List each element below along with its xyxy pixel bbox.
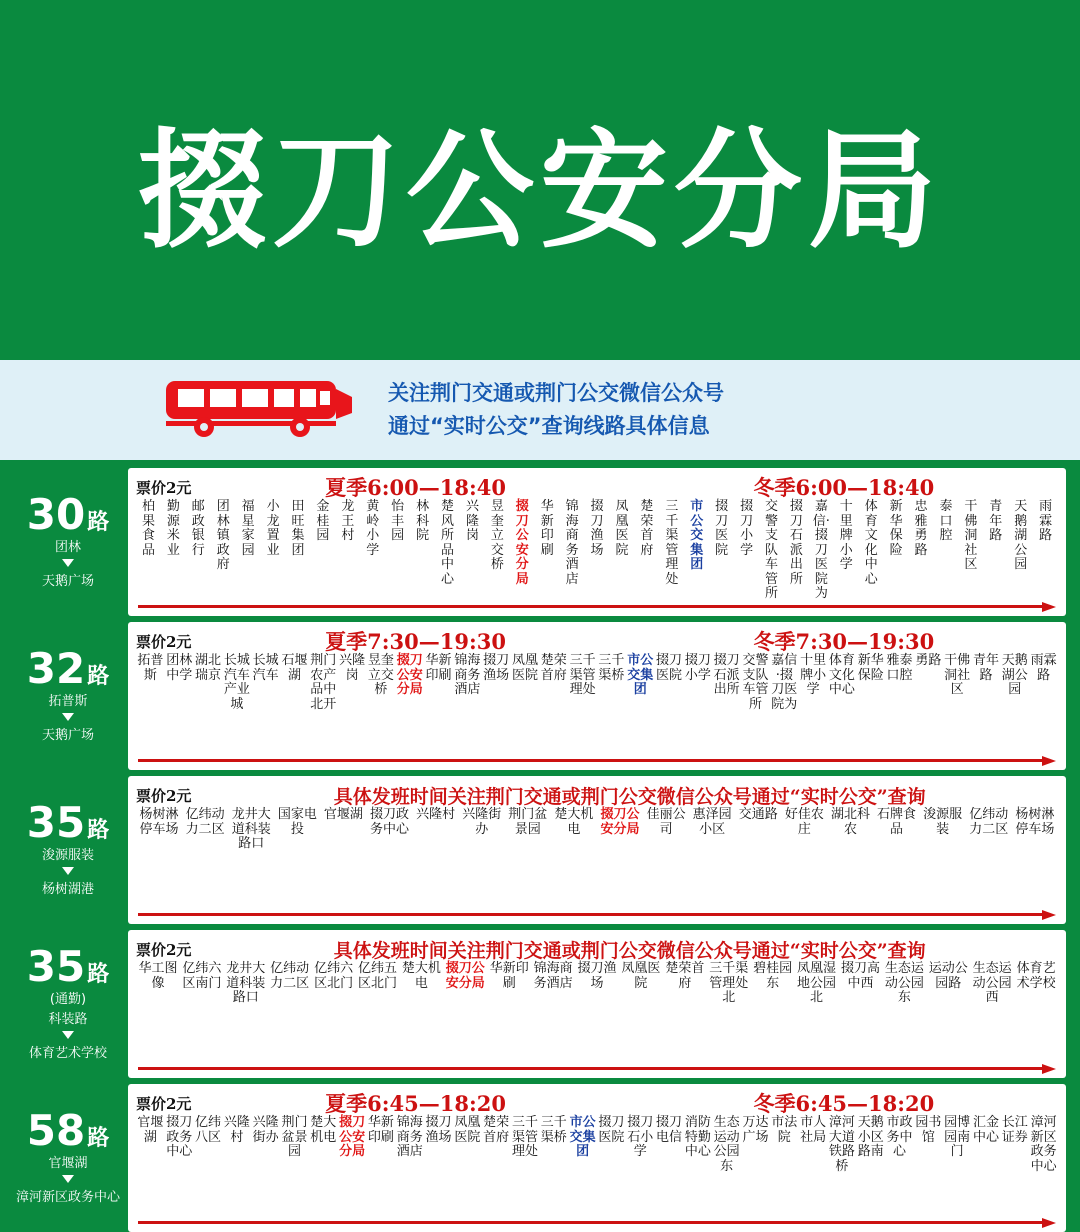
route-stop[interactable]: 掇刀渔场 [577,961,617,991]
route-stop[interactable]: 兴隆岗 [339,653,366,683]
route-number-value: 32 [26,643,86,693]
route-line-arrow-icon [138,602,1056,610]
route-sub-note: (通勤) [49,991,87,1007]
route-stop[interactable]: 汇金中心 [972,1115,999,1145]
route-stop[interactable]: 雨霖路 [1030,653,1057,683]
route-schedule-note: 具体发班时间关注荆门交通或荆门公交微信公众号通过“实时公交”查询 [333,785,926,808]
route-destination: 漳河新区政务中心 [15,1190,120,1205]
route-origin: 浚源服装 [41,847,94,863]
route-stops-wrap [136,1116,1058,1228]
route-detail [128,930,1066,1078]
route-number-unit: 路 [87,509,110,535]
route-stop[interactable]: 十里牌小学 [839,499,853,573]
route-stop[interactable]: 嘉信·掇刀医院为 [812,499,830,602]
route-stop[interactable]: 市公交集团 [690,499,704,573]
route-stop[interactable]: 长城汽车产业城 [223,653,250,712]
route-stop[interactable]: 掇刀公安分局 [445,961,485,991]
route-direction-arrow-icon [62,559,74,567]
route-number-value: 35 [26,941,86,991]
route-fare: 票价2元 [136,1094,192,1113]
route-stop[interactable]: 市人社局 [800,1115,827,1145]
route-stop[interactable]: 体育文化中心 [864,499,878,587]
route-stop[interactable]: 石堰湖 [281,653,308,683]
route-stop[interactable]: 杨树淋停车场 [139,807,179,837]
route-stop[interactable]: 兴隆岗 [465,499,479,544]
route-number [26,1105,110,1155]
route-stop[interactable]: 柏果食品 [141,499,155,558]
route-stop[interactable]: 楚荣首府 [665,961,705,991]
route-stops-wrap [136,654,1058,766]
route-stop[interactable]: 荆门盆景园 [281,1115,308,1160]
route-identity [8,776,128,924]
route-stop[interactable]: 青年路 [972,653,999,683]
route-stop[interactable]: 兴隆村 [223,1115,250,1145]
route-stop[interactable]: 惠泽园小区 [692,807,732,837]
route-stop[interactable]: 体育文化中心 [828,653,855,698]
route-row [0,930,1080,1078]
route-direction-arrow-icon [62,713,74,721]
route-stops-wrap [136,962,1058,1074]
route-stop[interactable]: 团林镇政府 [216,499,230,573]
route-number-value: 58 [26,1105,86,1155]
route-stop[interactable]: 兴隆村 [416,807,456,822]
route-stop[interactable]: 交警支队车管所 [765,499,779,602]
route-stop[interactable]: 湖北瑞京 [195,653,222,683]
route-stop[interactable]: 干佛洞社区 [944,653,971,698]
route-schedule-line [136,782,1058,808]
route-stop[interactable]: 天鹅小区路南 [857,1115,884,1160]
route-stop[interactable]: 金桂园 [316,499,330,544]
route-stop[interactable]: 国家电投 [277,807,317,837]
route-stop[interactable]: 锦海商务酒店 [565,499,579,587]
route-stop[interactable]: 亿纬八区 [195,1115,222,1145]
route-stop[interactable]: 楚大机电 [310,1115,337,1145]
route-row [0,776,1080,924]
route-stop[interactable]: 凤凰医院 [454,1115,481,1145]
route-identity [8,468,128,616]
route-stop[interactable]: 市公交集团 [569,1115,596,1160]
route-stop[interactable]: 凤凰医院 [615,499,629,558]
route-stop[interactable]: 团林中学 [166,653,193,683]
route-stop[interactable]: 锦海商务酒店 [454,653,481,698]
route-number [26,797,110,847]
route-stops [136,654,1058,722]
route-stop[interactable]: 兴隆街办 [462,807,502,837]
route-stop[interactable]: 万达广场 [742,1115,769,1145]
route-stop[interactable]: 龙王村 [341,499,355,544]
route-number-unit: 路 [87,817,110,843]
route-line-arrow-icon [138,756,1056,764]
route-stop[interactable]: 掇刀公安分局 [396,653,423,698]
route-stop[interactable]: 交警支队车管所 [742,653,769,712]
route-stop[interactable]: 邮政银行 [191,499,205,558]
route-origin: 科装路 [48,1011,88,1027]
route-stop[interactable]: 楚荣首府 [540,653,567,683]
route-stop[interactable]: 生态运动公园东 [884,961,924,1006]
route-destination: 杨树湖港 [41,882,94,897]
route-stop[interactable]: 拓普斯 [137,653,164,683]
route-stop[interactable]: 漳河大道铁路桥 [828,1115,855,1174]
route-stop[interactable]: 浚源服装 [923,807,963,837]
route-stop[interactable]: 掇刀公安分局 [600,807,640,837]
route-schedule-line [136,474,1058,500]
route-stop[interactable]: 石牌食品 [877,807,917,837]
route-stop[interactable]: 掇刀医院 [656,653,683,683]
route-number [26,489,110,539]
route-stop[interactable]: 楚大机电 [554,807,594,837]
route-stop[interactable]: 楚大机电 [401,961,441,991]
route-line-arrow-icon [138,1064,1056,1072]
route-stop[interactable]: 华新印刷 [367,1115,394,1145]
route-stop[interactable]: 兴隆街办 [252,1115,279,1145]
route-direction-arrow-icon [62,1031,74,1039]
route-stop[interactable]: 好佳农庄 [784,807,824,837]
route-stop[interactable]: 华新印刷 [425,653,452,683]
route-stop[interactable]: 锦海商务酒店 [533,961,573,991]
route-stop[interactable]: 天鹅湖公园 [1001,653,1028,698]
route-stop[interactable]: 掇刀石派出所 [789,499,803,587]
route-stop[interactable]: 龙井大道科装路口 [231,807,271,852]
route-stop[interactable]: 市公交集团 [627,653,654,698]
route-stop[interactable]: 长城汽车 [252,653,279,683]
route-stop[interactable]: 消防特勤中心 [684,1115,711,1160]
route-stops [136,500,1058,612]
route-times [201,1088,1058,1118]
route-origin: 团林 [54,539,81,555]
route-stop[interactable]: 福星家园 [241,499,255,558]
route-stop[interactable]: 华工图像 [138,961,178,991]
route-origin: 官堰湖 [48,1155,88,1171]
route-stop[interactable]: 昱奎立交桥 [490,499,504,573]
route-destination: 体育艺术学校 [28,1046,107,1062]
route-stops [136,808,1058,862]
route-list [0,460,1080,1232]
route-stop[interactable]: 雅泰口腔 [886,653,913,683]
route-stop[interactable]: 荆门盆景园 [508,807,548,837]
route-stop[interactable]: 掇刀小学 [684,653,711,683]
route-stop[interactable]: 楚风所品中心 [441,499,455,587]
route-stop[interactable]: 长江证券 [1001,1115,1028,1145]
route-stop[interactable]: 三千渠桥 [598,653,625,683]
route-stop[interactable]: 泰口腔 [939,499,953,544]
route-stops [136,962,1058,1016]
route-stop[interactable]: 官堰湖 [323,807,363,822]
route-fare: 票价2元 [136,632,192,651]
notice-line-1: 关注荆门交通或荆门公交微信公众号 [388,381,724,406]
route-number-value: 30 [26,489,86,539]
route-direction-arrow-icon [62,1175,74,1183]
route-stop[interactable]: 亿纬动力二区 [270,961,310,991]
route-number [26,643,110,693]
route-winter-time: 冬季6:45—18:20 [753,1091,935,1116]
route-stop[interactable]: 湖北科农 [830,807,870,837]
route-stop[interactable]: 田旺集团 [291,499,305,558]
route-stop[interactable]: 杨树淋停车场 [1015,807,1055,837]
route-stop[interactable]: 凤凰医院 [511,653,538,683]
route-stop[interactable]: 天鹅湖公园 [1014,499,1028,573]
bus-icon [160,377,360,444]
route-stop[interactable]: 亿纬六区南门 [182,961,222,991]
route-stop[interactable]: 勤源米业 [166,499,180,558]
route-stop[interactable]: 掇刀高中西 [840,961,880,991]
route-stop[interactable]: 亿纬五区北门 [357,961,397,991]
route-stop[interactable]: 林科院 [416,499,430,544]
route-stop[interactable]: 亿纬动力二区 [185,807,225,837]
route-stop[interactable]: 黄岭小学 [366,499,380,558]
route-row [0,622,1080,770]
route-stop[interactable]: 亿纬六区北门 [314,961,354,991]
route-stop[interactable]: 干佛洞社区 [964,499,978,573]
route-number-unit: 路 [87,663,110,689]
route-fare: 票价2元 [136,940,192,959]
route-stop[interactable]: 掇刀公安分局 [515,499,529,587]
route-stop[interactable]: 三千渠管理处 [665,499,679,587]
route-stop[interactable]: 小龙置业 [266,499,280,558]
route-winter-time: 冬季7:30—19:30 [753,629,935,654]
route-stop[interactable]: 园博园南门 [944,1115,971,1160]
route-stop[interactable]: 三千渠管理处北 [709,961,749,1006]
route-stop[interactable]: 体育艺术学校 [1016,961,1056,991]
route-stop[interactable]: 生态运动公园东 [713,1115,740,1174]
page-header [0,0,1080,360]
route-number [26,941,110,991]
route-row [0,1084,1080,1232]
route-stop[interactable]: 新华保险 [889,499,903,558]
route-fare: 票价2元 [136,786,192,805]
route-detail [128,622,1066,770]
route-detail [128,1084,1066,1232]
notice-line-2: 通过“实时公交”查询线路具体信息 [388,414,710,438]
route-stop[interactable]: 掇刀渔场 [425,1115,452,1145]
route-stop[interactable]: 凤凰医院 [621,961,661,991]
route-stop[interactable]: 昱奎立交桥 [367,653,394,698]
route-stop[interactable]: 碧桂园东 [753,961,793,991]
route-fare: 票价2元 [136,478,192,497]
route-stop[interactable]: 掇刀政务中心 [370,807,410,837]
route-stops [136,1116,1058,1184]
route-stops-wrap [136,808,1058,920]
route-stop[interactable]: 亿纬动力二区 [969,807,1009,837]
route-line-arrow-icon [138,910,1056,918]
route-stop[interactable]: 园书馆 [915,1115,942,1145]
route-stop[interactable]: 楚荣首府 [640,499,654,558]
route-identity [8,1084,128,1232]
route-number-unit: 路 [87,961,110,987]
route-stop[interactable]: 荆门农产品中北开 [310,653,337,712]
route-stop[interactable]: 三千渠桥 [540,1115,567,1145]
route-stop[interactable]: 锦海商务酒店 [396,1115,423,1160]
route-stop[interactable]: 交通路 [738,807,778,822]
route-stop[interactable]: 官堰湖 [137,1115,164,1145]
route-stop[interactable]: 楚荣首府 [483,1115,510,1145]
route-stop[interactable]: 三千渠管理处 [569,653,596,698]
route-schedule-line [136,936,1058,962]
route-stop[interactable]: 华新印刷 [540,499,554,558]
route-schedule-line [136,1090,1058,1116]
route-detail [128,468,1066,616]
route-summer-time: 夏季7:30—19:30 [325,629,506,654]
route-stop[interactable]: 掇刀石派出所 [713,653,740,698]
route-number-value: 35 [26,797,86,847]
route-stop[interactable]: 凤凰湿地公园北 [797,961,837,1006]
route-stop[interactable]: 市法院 [771,1115,798,1145]
route-stop[interactable]: 掇刀电信 [656,1115,683,1145]
route-stop[interactable]: 雨霖路 [1039,499,1053,544]
route-stop[interactable]: 掇刀石小学 [627,1115,654,1160]
route-stop[interactable]: 掇刀渔场 [590,499,604,558]
route-destination: 天鹅广场 [41,574,94,589]
route-stop[interactable]: 掇刀小学 [740,499,754,558]
route-stop[interactable]: 忠雅勇路 [914,499,928,558]
route-stop[interactable]: 三千渠管理处 [511,1115,538,1160]
route-number-unit: 路 [87,1125,110,1151]
route-stop[interactable]: 十里牌小学 [800,653,827,698]
route-stop[interactable]: 掇刀公安分局 [339,1115,366,1160]
route-stop[interactable]: 生态运动公园西 [972,961,1012,1006]
route-winter-time: 冬季6:00—18:40 [753,475,935,500]
route-identity [8,930,128,1078]
route-stops-wrap [136,500,1058,612]
route-stop[interactable]: 华新印刷 [489,961,529,991]
route-stop[interactable]: 掇刀医院 [598,1115,625,1145]
route-stop[interactable]: 掇刀政务中心 [166,1115,193,1160]
route-stop[interactable]: 勇路 [915,653,942,668]
route-summer-time: 夏季6:45—18:20 [325,1091,506,1116]
route-stop[interactable]: 青年路 [989,499,1003,544]
page-title: 掇刀公安分局 [137,117,942,266]
route-origin: 拓普斯 [48,693,88,709]
route-stop[interactable]: 新华保险 [857,653,884,683]
route-stop[interactable]: 市政务中心 [886,1115,913,1160]
route-stop[interactable]: 运动公园路 [928,961,968,991]
route-schedule-line [136,628,1058,654]
route-times [201,472,1058,502]
route-identity [8,622,128,770]
route-stop[interactable]: 掇刀医院 [715,499,729,558]
route-destination: 天鹅广场 [41,728,94,743]
route-row [0,468,1080,616]
route-schedule-note: 具体发班时间关注荆门交通或荆门公交微信公众号通过“实时公交”查询 [333,939,926,962]
notice-banner [0,360,1080,460]
notice-text [388,377,724,442]
route-stop[interactable]: 嘉信·掇刀医院为 [771,653,798,712]
route-stop[interactable]: 漳河新区政务中心 [1030,1115,1057,1174]
route-stop[interactable]: 怡丰园 [391,499,405,544]
route-detail [128,776,1066,924]
route-direction-arrow-icon [62,867,74,875]
route-times [201,626,1058,656]
route-summer-time: 夏季6:00—18:40 [325,475,506,500]
route-stop[interactable]: 佳丽公司 [646,807,686,837]
route-stop[interactable]: 龙井大道科装路口 [226,961,266,1006]
route-stop[interactable]: 掇刀渔场 [483,653,510,683]
